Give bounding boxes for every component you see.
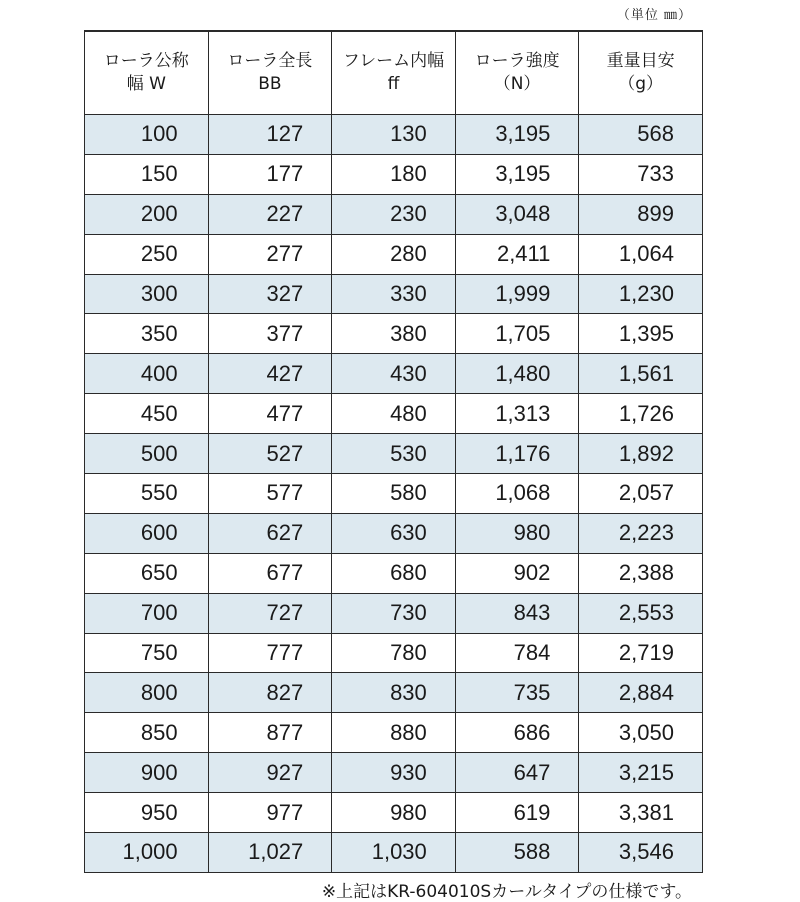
cell-weight: 2,057 (579, 474, 703, 514)
cell-nominal-width: 100 (85, 115, 209, 155)
cell-roller-strength: 784 (455, 633, 579, 673)
header-roller-strength (455, 31, 579, 115)
cell-weight: 3,381 (579, 793, 703, 833)
cell-frame-inner-width: 380 (332, 314, 456, 354)
header-weight-line1: 重量目安 (606, 51, 675, 71)
cell-roller-strength: 1,999 (455, 274, 579, 314)
cell-total-length: 727 (208, 593, 332, 633)
table-row (85, 115, 703, 155)
cell-weight: 568 (579, 115, 703, 155)
cell-nominal-width: 300 (85, 274, 209, 314)
cell-total-length: 527 (208, 434, 332, 474)
cell-nominal-width: 950 (85, 793, 209, 833)
cell-nominal-width: 650 (85, 553, 209, 593)
table-row (85, 354, 703, 394)
cell-nominal-width: 200 (85, 194, 209, 234)
cell-roller-strength: 735 (455, 673, 579, 713)
table-row (85, 593, 703, 633)
cell-nominal-width: 1,000 (85, 833, 209, 873)
cell-frame-inner-width: 880 (332, 713, 456, 753)
cell-total-length: 877 (208, 713, 332, 753)
cell-nominal-width: 150 (85, 154, 209, 194)
table-row (85, 434, 703, 474)
header-nominal-width (85, 31, 209, 115)
cell-weight: 899 (579, 194, 703, 234)
table-row (85, 234, 703, 274)
table-row (85, 793, 703, 833)
cell-frame-inner-width: 730 (332, 593, 456, 633)
cell-nominal-width: 700 (85, 593, 209, 633)
cell-roller-strength: 843 (455, 593, 579, 633)
cell-frame-inner-width: 780 (332, 633, 456, 673)
cell-roller-strength: 1,313 (455, 394, 579, 434)
cell-weight: 2,719 (579, 633, 703, 673)
cell-weight: 1,561 (579, 354, 703, 394)
table-row (85, 274, 703, 314)
cell-nominal-width: 250 (85, 234, 209, 274)
cell-frame-inner-width: 130 (332, 115, 456, 155)
table-row (85, 833, 703, 873)
header-roller-strength-line1: ローラ強度 (474, 51, 560, 71)
table-header-row (85, 31, 703, 115)
cell-frame-inner-width: 1,030 (332, 833, 456, 873)
cell-roller-strength: 588 (455, 833, 579, 873)
cell-total-length: 227 (208, 194, 332, 234)
cell-roller-strength: 2,411 (455, 234, 579, 274)
table-row (85, 513, 703, 553)
cell-weight: 2,884 (579, 673, 703, 713)
cell-total-length: 577 (208, 474, 332, 514)
cell-frame-inner-width: 980 (332, 793, 456, 833)
cell-total-length: 177 (208, 154, 332, 194)
cell-total-length: 777 (208, 633, 332, 673)
cell-frame-inner-width: 530 (332, 434, 456, 474)
table-row (85, 713, 703, 753)
cell-total-length: 377 (208, 314, 332, 354)
cell-weight: 1,892 (579, 434, 703, 474)
header-nominal-width-line1: ローラ公称 (103, 51, 189, 71)
cell-nominal-width: 900 (85, 753, 209, 793)
table-row (85, 673, 703, 713)
cell-roller-strength: 3,048 (455, 194, 579, 234)
cell-frame-inner-width: 230 (332, 194, 456, 234)
cell-roller-strength: 1,705 (455, 314, 579, 354)
header-frame-inner-width-line1: フレーム内幅 (342, 51, 445, 71)
cell-frame-inner-width: 480 (332, 394, 456, 434)
table-row (85, 394, 703, 434)
cell-roller-strength: 980 (455, 513, 579, 553)
header-roller-strength-line2: （N） (493, 74, 541, 94)
cell-total-length: 927 (208, 753, 332, 793)
cell-total-length: 327 (208, 274, 332, 314)
header-frame-inner-width (332, 31, 456, 115)
cell-weight: 3,546 (579, 833, 703, 873)
cell-nominal-width: 600 (85, 513, 209, 553)
cell-weight: 3,215 (579, 753, 703, 793)
cell-roller-strength: 619 (455, 793, 579, 833)
cell-roller-strength: 686 (455, 713, 579, 753)
cell-frame-inner-width: 930 (332, 753, 456, 793)
table-row (85, 633, 703, 673)
header-total-length-line1: ローラ全長 (227, 51, 313, 71)
cell-nominal-width: 500 (85, 434, 209, 474)
header-weight-line2: （g） (618, 74, 664, 94)
cell-nominal-width: 850 (85, 713, 209, 753)
header-weight (579, 31, 703, 115)
cell-nominal-width: 450 (85, 394, 209, 434)
roller-spec-table (84, 30, 703, 873)
cell-total-length: 127 (208, 115, 332, 155)
cell-weight: 2,553 (579, 593, 703, 633)
cell-weight: 1,395 (579, 314, 703, 354)
cell-total-length: 277 (208, 234, 332, 274)
cell-total-length: 977 (208, 793, 332, 833)
table-body (85, 115, 703, 873)
cell-roller-strength: 902 (455, 553, 579, 593)
cell-roller-strength: 1,480 (455, 354, 579, 394)
cell-weight: 1,064 (579, 234, 703, 274)
cell-roller-strength: 3,195 (455, 115, 579, 155)
cell-total-length: 427 (208, 354, 332, 394)
header-frame-inner-width-line2: ff (387, 74, 400, 94)
cell-frame-inner-width: 680 (332, 553, 456, 593)
unit-note: （単位 ㎜） (616, 8, 692, 23)
cell-frame-inner-width: 430 (332, 354, 456, 394)
cell-frame-inner-width: 630 (332, 513, 456, 553)
cell-frame-inner-width: 830 (332, 673, 456, 713)
cell-total-length: 677 (208, 553, 332, 593)
cell-frame-inner-width: 280 (332, 234, 456, 274)
cell-nominal-width: 800 (85, 673, 209, 713)
table-row (85, 154, 703, 194)
cell-roller-strength: 3,195 (455, 154, 579, 194)
cell-nominal-width: 750 (85, 633, 209, 673)
cell-weight: 2,388 (579, 553, 703, 593)
cell-nominal-width: 550 (85, 474, 209, 514)
cell-frame-inner-width: 180 (332, 154, 456, 194)
header-total-length-line2: BB (258, 74, 282, 94)
cell-frame-inner-width: 580 (332, 474, 456, 514)
cell-roller-strength: 1,068 (455, 474, 579, 514)
table-row (85, 753, 703, 793)
header-nominal-width-line2: 幅 W (126, 74, 166, 94)
cell-total-length: 1,027 (208, 833, 332, 873)
table-row (85, 314, 703, 354)
cell-roller-strength: 1,176 (455, 434, 579, 474)
cell-frame-inner-width: 330 (332, 274, 456, 314)
table-row (85, 194, 703, 234)
cell-weight: 1,726 (579, 394, 703, 434)
cell-total-length: 827 (208, 673, 332, 713)
table-row (85, 474, 703, 514)
cell-nominal-width: 350 (85, 314, 209, 354)
footnote: ※上記はKR-604010Sカールタイプの仕様です。 (321, 882, 692, 902)
cell-weight: 2,223 (579, 513, 703, 553)
cell-roller-strength: 647 (455, 753, 579, 793)
cell-total-length: 627 (208, 513, 332, 553)
cell-weight: 733 (579, 154, 703, 194)
cell-nominal-width: 400 (85, 354, 209, 394)
table-row (85, 553, 703, 593)
cell-total-length: 477 (208, 394, 332, 434)
cell-weight: 3,050 (579, 713, 703, 753)
header-total-length (208, 31, 332, 115)
cell-weight: 1,230 (579, 274, 703, 314)
